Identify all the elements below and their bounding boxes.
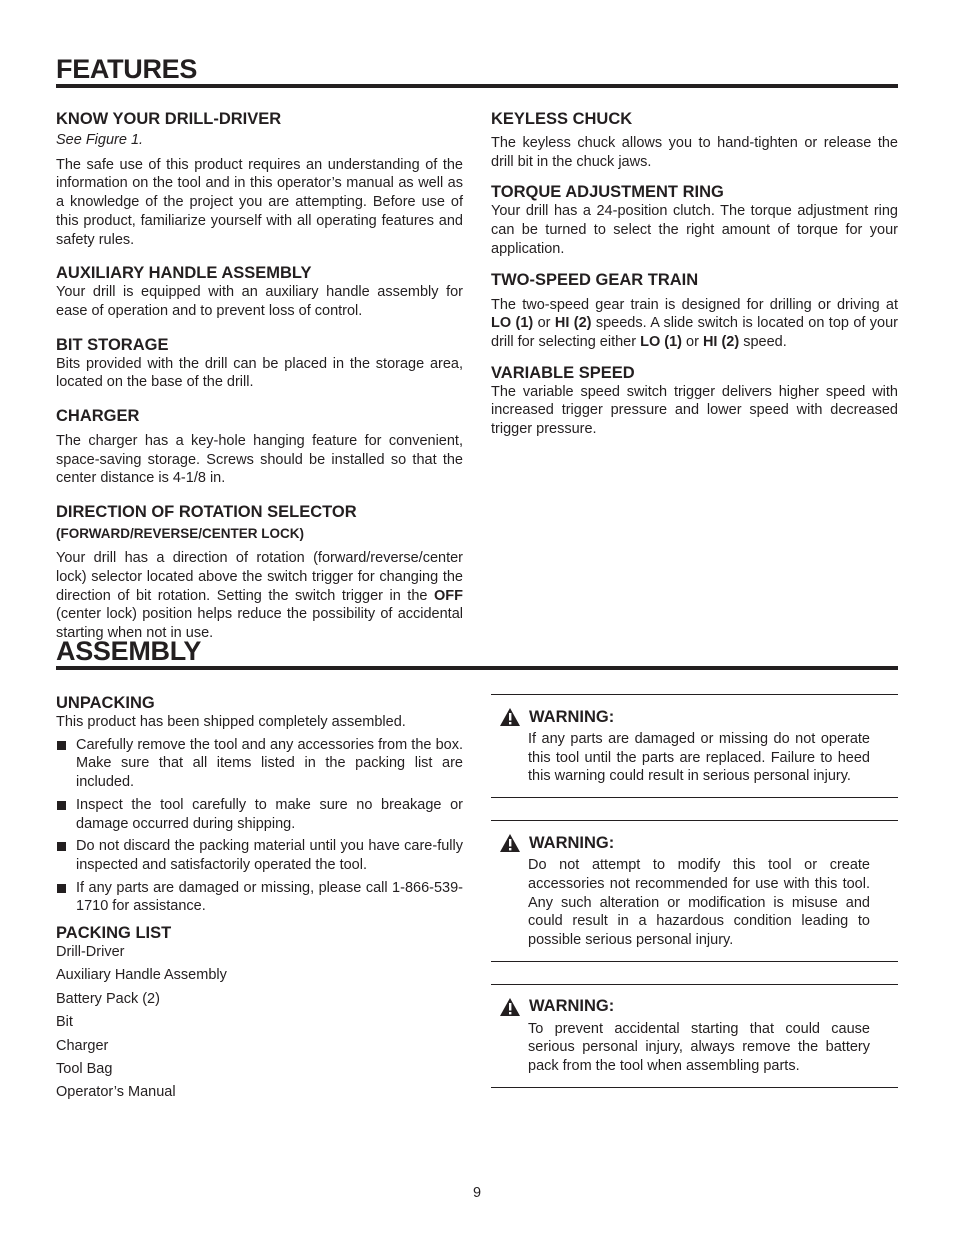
packing-item: Operator’s Manual [56, 1084, 176, 1101]
warning-triangle-icon [499, 706, 529, 728]
list-item-text: Do not discard the packing material until you have care-fully inspected and satisfactorily operated the tool. [76, 838, 463, 873]
warning-header [491, 706, 870, 728]
packing-item: Bit [56, 1014, 73, 1031]
warning-box [491, 984, 898, 1088]
direction-body-off: OFF [434, 587, 463, 604]
features-section-title: FEATURES [56, 54, 898, 88]
direction-heading: DIRECTION OF ROTATION SELECTOR [56, 503, 357, 522]
know-body: The safe use of this product requires an understanding of the information on the tool and in this operator’s manual as well as a knowledge of the project you are attempting. Before use of this product, familiarize yourself with all operating features and safety rules. [56, 156, 463, 248]
charger-body: The charger has a key-hole hanging feature for convenient, space-saving storage. Screws should be installed so that the center distance is 4-1/8 in. [56, 433, 463, 487]
packing-list [56, 941, 463, 1105]
keyless-body: The keyless chuck allows you to hand-tighten or release the drill bit in the chuck jaws. [491, 135, 898, 170]
gear-text-4: or [681, 333, 703, 350]
gear-text-3: speeds. A slide switch is located on top of your drill for selecting either [491, 315, 898, 350]
square-bullet-icon [57, 884, 66, 893]
packing-item: Auxiliary Handle Assembly [56, 967, 227, 984]
aux-heading: AUXILIARY HANDLE ASSEMBLY [56, 264, 312, 283]
gear-lo-1: LO (1) [491, 315, 534, 332]
list-item [56, 736, 463, 792]
torque-body: Your drill has a 24-position clutch. The torque adjustment ring can be turned to select the right amount of torque for your application. [491, 203, 898, 257]
variable-body: The variable speed switch trigger delivers higher speed with increased trigger pressure and lower speed with decreased trigger pressure. [491, 383, 898, 438]
packing-heading: PACKING LIST [56, 924, 172, 943]
square-bullet-icon [57, 801, 66, 810]
bit-heading: BIT STORAGE [56, 335, 169, 354]
warning-header [491, 832, 870, 854]
manual-page [56, 0, 898, 1235]
warning-triangle-icon [499, 996, 529, 1018]
unpacking-list [56, 736, 463, 916]
unpacking-heading: UNPACKING [56, 694, 155, 712]
warning-box [491, 820, 898, 962]
warning-text: To prevent accidental starting that could cause serious personal injury, always remove the battery pack from the tool when assembling parts. [528, 1020, 870, 1075]
direction-body-part-2: (center lock) position helps reduce the possibility of accidental starting when not in use. [56, 606, 463, 641]
warning-label: WARNING: [529, 707, 615, 726]
warning-body [528, 730, 870, 786]
features-right-column [491, 110, 898, 439]
list-item-text: Carefully remove the tool and any accessories from the box. Make sure that all items listed in the packing list are included. [76, 736, 463, 791]
warning-body [528, 856, 870, 950]
know-figure-ref: See Figure 1. [56, 132, 144, 148]
list-item [56, 837, 463, 874]
list-item [56, 879, 463, 916]
gear-text-2: or [533, 315, 555, 332]
aux-body: Your drill is equipped with an auxiliary handle assembly for ease of operation and to prevent loss of control. [56, 284, 463, 319]
packing-item: Tool Bag [56, 1061, 113, 1078]
warning-label: WARNING: [529, 833, 615, 852]
packing-item: Charger [56, 1037, 109, 1054]
gear-hi-2: HI (2) [702, 333, 740, 350]
keyless-heading: KEYLESS CHUCK [491, 110, 633, 128]
list-item-text: Inspect the tool carefully to make sure no breakage or damage occurred during shipping. [76, 796, 463, 832]
assembly-left-column [56, 694, 463, 1105]
gear-lo-2: LO (1) [640, 333, 682, 350]
page-number: 9 [472, 1185, 482, 1201]
gear-body [491, 296, 898, 352]
warning-label: WARNING: [529, 997, 615, 1016]
assembly-right-column [491, 694, 898, 1088]
warning-header [491, 996, 870, 1018]
warning-text: Do not attempt to modify this tool or create accessories not recommended for use with this tool. Any such alteration or modification is misuse and could result in a hazardous condition leading to possible serious personal injury. [528, 857, 870, 948]
gear-hi-1: HI (2) [554, 315, 592, 332]
unpacking-intro: This product has been shipped completely assembled. [56, 714, 406, 730]
direction-subheading: (FORWARD/REVERSE/CENTER LOCK) [56, 526, 305, 542]
warning-box [491, 694, 898, 798]
gear-heading: TWO-SPEED GEAR TRAIN [491, 270, 699, 289]
torque-heading: TORQUE ADJUSTMENT RING [491, 183, 724, 202]
charger-heading: CHARGER [56, 407, 140, 426]
gear-text-5: speed. [739, 333, 787, 350]
direction-body [56, 549, 463, 643]
variable-heading: VARIABLE SPEED [491, 363, 635, 382]
warning-triangle-icon [499, 832, 529, 854]
bit-body: Bits provided with the drill can be placed in the storage area, located on the base of the drill. [56, 355, 463, 391]
warning-text: If any parts are damaged or missing do not operate this tool until the parts are replaced. Failure to heed this warning could result in serious personal injury. [528, 731, 870, 785]
packing-item: Battery Pack (2) [56, 990, 160, 1007]
gear-text-1: The two-speed gear train is designed for drilling or driving at [491, 296, 898, 313]
list-item [56, 796, 463, 833]
assembly-section-title: ASSEMBLY [56, 636, 898, 670]
list-item-text: If any parts are damaged or missing, please call 1-866-539-1710 for assistance. [76, 879, 463, 915]
square-bullet-icon [57, 741, 66, 750]
square-bullet-icon [57, 842, 66, 851]
packing-item: Drill-Driver [56, 944, 125, 961]
know-heading: KNOW YOUR DRILL-DRIVER [56, 110, 282, 128]
direction-body-part-1: Your drill has a direction of rotation (forward/reverse/center lock) selector located above the switch trigger for changing the direction of bit rotation. Setting the switch trigger in the [56, 550, 463, 604]
features-left-column [56, 110, 463, 643]
warning-body [528, 1020, 870, 1076]
